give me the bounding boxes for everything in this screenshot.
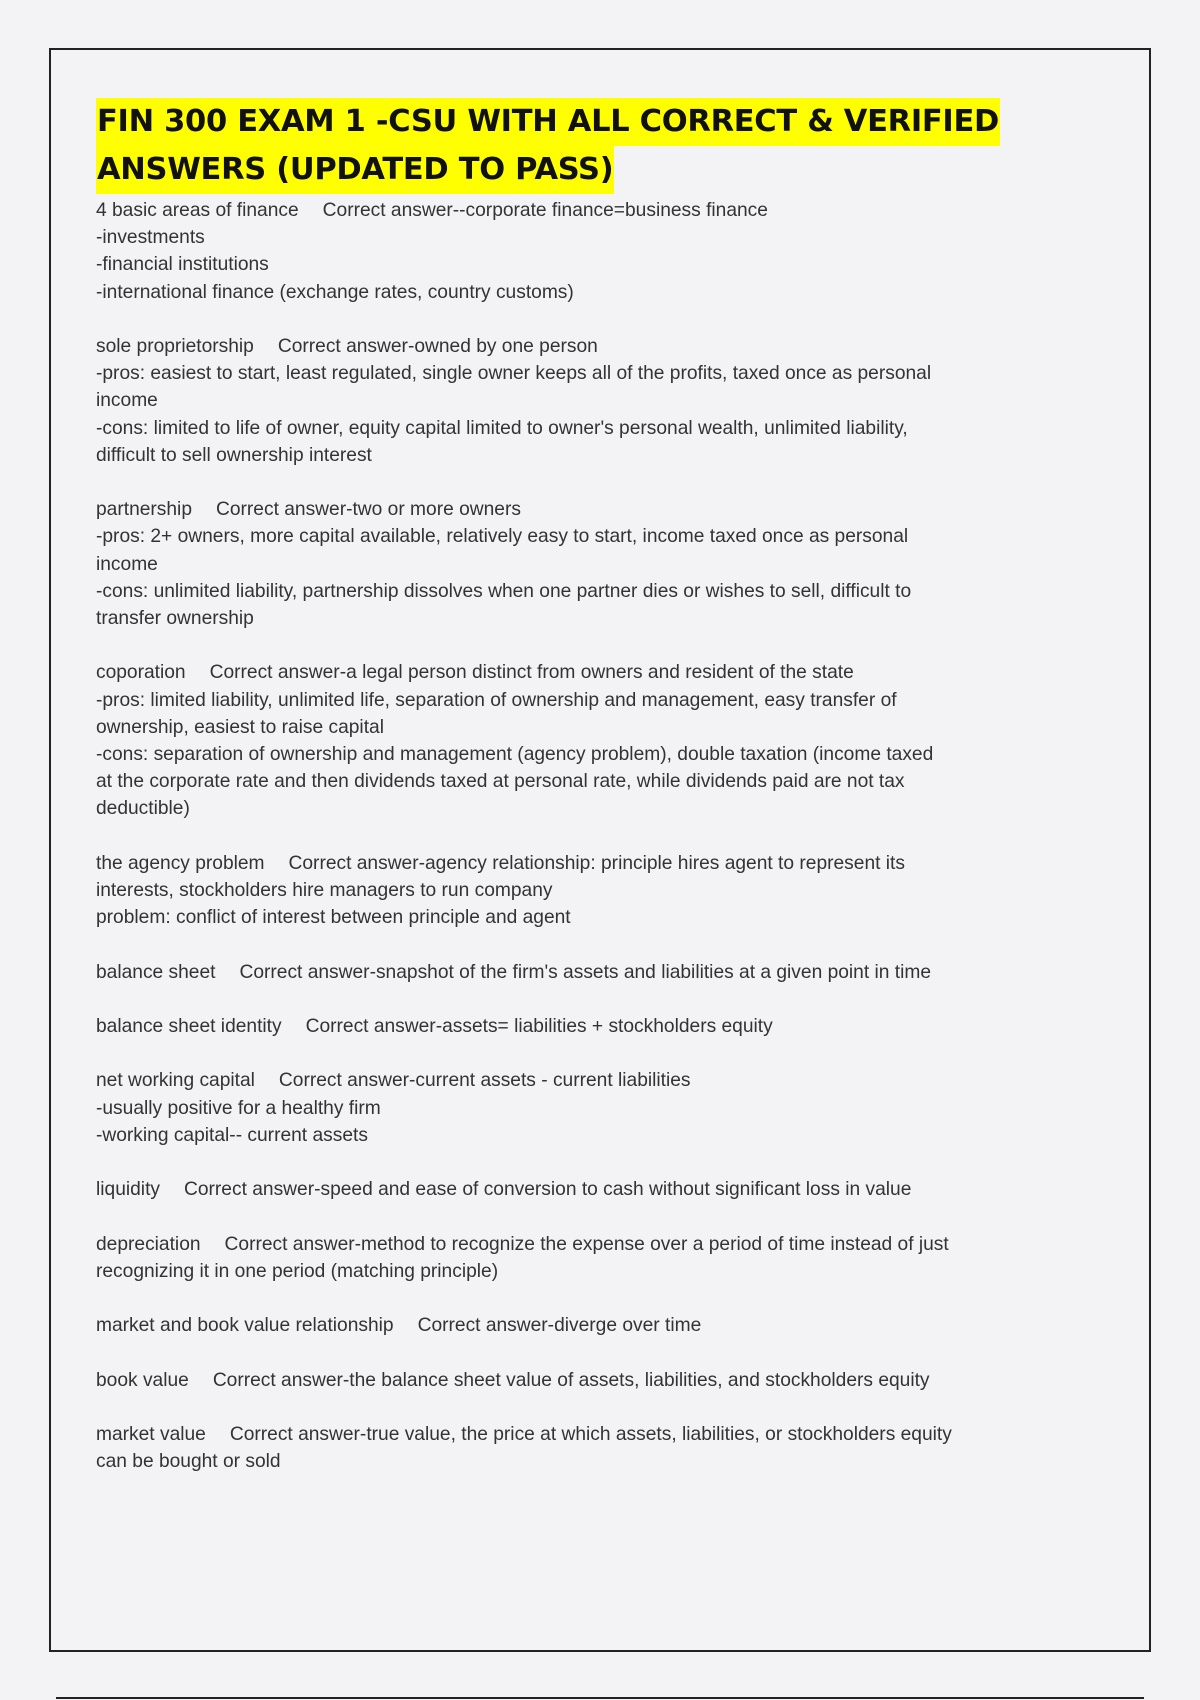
entry-answer: Correct answer-true value, the price at which assets, liabilities, or stockholders equity	[229, 1423, 952, 1445]
qa-entry	[96, 1367, 1056, 1394]
entry-answer: Correct answer-two or more owners	[216, 499, 521, 521]
entry-answer-line: at the corporate rate and then dividends taxed at personal rate, while dividends paid are not tax	[96, 771, 905, 793]
entry-answer-line: -cons: separation of ownership and management (agency problem), double taxation (income taxed	[96, 744, 934, 766]
qa-entries-list	[96, 197, 1056, 1475]
entry-answer-line: -cons: unlimited liability, partnership dissolves when one partner dies or wishes to sell, difficult to	[96, 580, 912, 602]
entry-answer-line: problem: conflict of interest between principle and agent	[96, 907, 571, 929]
entry-answer-line: income	[96, 390, 158, 412]
entry-term: coporation	[96, 662, 186, 684]
entry-first-line	[96, 959, 1056, 986]
entry-answer-line: ownership, easiest to raise capital	[96, 716, 384, 738]
entry-first-line	[96, 850, 1056, 877]
entry-answer: Correct answer-method to recognize the expense over a period of time instead of just	[224, 1233, 949, 1255]
qa-entry	[96, 333, 1056, 469]
entry-first-line	[96, 1231, 1056, 1258]
entry-term: partnership	[96, 499, 192, 521]
entry-term: the agency problem	[96, 852, 265, 874]
qa-entry	[96, 1067, 1056, 1149]
entry-answer-line: -pros: easiest to start, least regulated, single owner keeps all of the profits, taxed once as personal	[96, 363, 932, 385]
entry-first-line	[96, 1067, 1056, 1094]
qa-entry	[96, 850, 1056, 932]
document-content	[96, 98, 1056, 1503]
entry-term: net working capital	[96, 1070, 255, 1092]
entry-term: book value	[96, 1369, 189, 1391]
entry-answer-line: -working capital-- current assets	[96, 1124, 368, 1146]
entry-answer: Correct answer-agency relationship: principle hires agent to represent its	[288, 852, 905, 874]
entry-first-line	[96, 1312, 1056, 1339]
entry-term: depreciation	[96, 1233, 201, 1255]
entry-term: market and book value relationship	[96, 1315, 394, 1337]
entry-answer-line: -pros: limited liability, unlimited life, separation of ownership and management, easy transfer of	[96, 689, 897, 711]
entry-first-line	[96, 659, 1056, 686]
entry-term: balance sheet identity	[96, 1016, 282, 1037]
entry-answer-line: deductible)	[96, 798, 190, 820]
entry-first-line	[96, 1367, 1056, 1394]
entry-first-line	[96, 1176, 1056, 1203]
entry-answer: Correct answer-a legal person distinct from owners and resident of the state	[209, 662, 854, 684]
entry-answer-line: transfer ownership	[96, 608, 254, 630]
title-line-1: FIN 300 EXAM 1 -CSU WITH ALL CORRECT & VERIFIED	[96, 98, 1000, 146]
entry-answer-line: -international finance (exchange rates, country customs)	[96, 281, 574, 303]
qa-entry	[96, 1176, 1056, 1203]
entry-answer-line: can be bought or sold	[96, 1451, 281, 1473]
entry-answer: Correct answer-diverge over time	[417, 1315, 702, 1337]
qa-entry	[96, 659, 1056, 822]
qa-entry	[96, 1421, 1056, 1475]
entry-first-line	[96, 1013, 1056, 1040]
entry-answer: Correct answer-snapshot of the firm's assets and liabilities at a given point in time	[239, 961, 932, 983]
entry-first-line	[96, 1421, 1056, 1448]
entry-answer: Correct answer-the balance sheet value of assets, liabilities, and stockholders equity	[212, 1369, 930, 1391]
entry-answer-line: -financial institutions	[96, 254, 269, 276]
entry-answer: Correct answer-owned by one person	[277, 336, 598, 357]
entry-answer: Correct answer-current assets - current liabilities	[278, 1070, 691, 1092]
entry-answer-line: income	[96, 553, 158, 575]
entry-term: market value	[96, 1423, 206, 1445]
entry-first-line	[96, 333, 1056, 360]
entry-answer-line: -investments	[96, 227, 205, 249]
document-title	[96, 98, 1056, 194]
entry-answer-line: -cons: limited to life of owner, equity capital limited to owner's personal wealth, unlimited liability,	[96, 417, 908, 439]
qa-entry	[96, 1312, 1056, 1339]
qa-entry	[96, 496, 1056, 632]
entry-answer: Correct answer-speed and ease of conversion to cash without significant loss in value	[184, 1179, 912, 1201]
entry-answer: Correct answer--corporate finance=business finance	[322, 200, 768, 221]
entry-term: balance sheet	[96, 961, 216, 983]
entry-answer: Correct answer-assets= liabilities + stockholders equity	[305, 1016, 773, 1037]
bottom-rule	[56, 1697, 1144, 1699]
entry-term: 4 basic areas of finance	[96, 200, 299, 221]
title-line-2: ANSWERS (UPDATED TO PASS)	[96, 146, 614, 194]
entry-answer-line: difficult to sell ownership interest	[96, 444, 372, 466]
qa-entry	[96, 1231, 1056, 1285]
qa-entry	[96, 1013, 1056, 1040]
entry-term: liquidity	[96, 1179, 160, 1201]
entry-first-line	[96, 197, 1056, 224]
entry-term: sole proprietorship	[96, 336, 254, 357]
entry-first-line	[96, 496, 1056, 523]
qa-entry	[96, 197, 1056, 306]
entry-answer-line: recognizing it in one period (matching principle)	[96, 1260, 499, 1282]
qa-entry	[96, 959, 1056, 986]
entry-answer-line: interests, stockholders hire managers to run company	[96, 880, 553, 902]
entry-answer-line: -pros: 2+ owners, more capital available, relatively easy to start, income taxed once as personal	[96, 526, 909, 548]
entry-answer-line: -usually positive for a healthy firm	[96, 1097, 381, 1119]
